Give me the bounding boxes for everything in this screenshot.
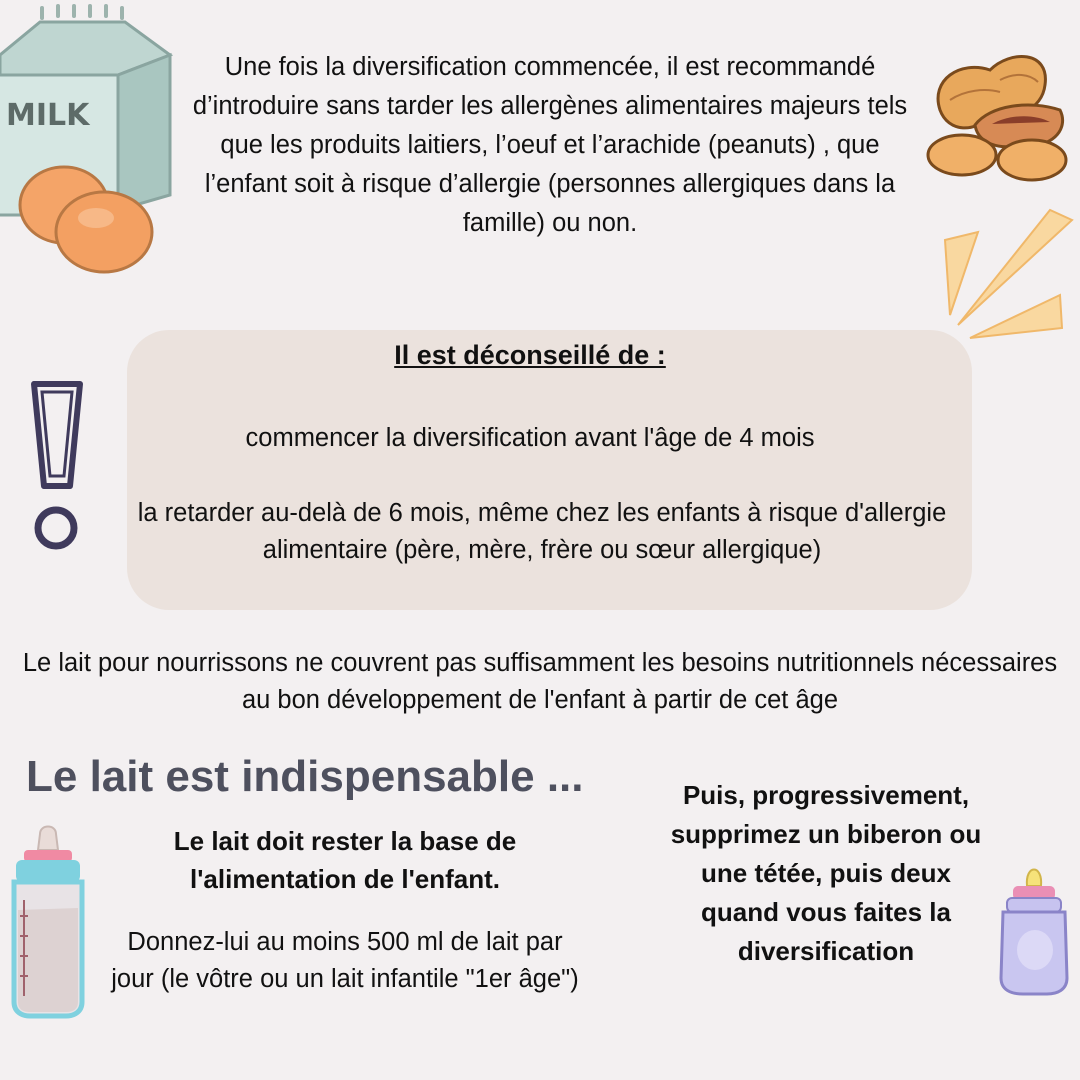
warning-title: Il est déconseillé de : [394, 340, 666, 370]
dose-text: Donnez-lui au moins 500 ml de lait par jour (le vôtre ou un lait infantile "1er âge") [111, 928, 579, 993]
milk-note-paragraph: Le lait pour nourrissons ne couvrent pas suffisamment les besoins nutritionnels nécessaires au bon développement de l'enfant à partir de cet âge [22, 649, 1058, 714]
warning-item-1: commencer la diversification avant l'âge de 4 mois [245, 424, 815, 452]
peanuts-illustration [920, 40, 1080, 190]
milk-label: MILK [6, 98, 90, 133]
progressive-tip-text: Puis, progressivement, supprimez un biberon ou une tétée, puis deux quand vous faites la diversification [670, 780, 982, 966]
warning-item-2: la retarder au-delà de 6 mois, même chez les enfants à risque d'allergie alimentaire (père, mère, frère ou sœur allergique) [137, 499, 947, 564]
milk-carton-eggs-illustration [0, 0, 180, 280]
peanut-icon [928, 56, 1066, 180]
baby-bottle-icon [6, 820, 90, 1020]
burst-rays-decoration [930, 200, 1080, 350]
headline: Le lait est indispensable ... [26, 752, 584, 801]
baby-bottle-purple-icon [995, 858, 1075, 998]
intro-paragraph: Une fois la diversification commencée, il est recommandé d’introduire sans tarder les allergènes alimentaires majeurs tels que les produits laitiers, l’oeuf et l’arachide (peanuts) , que l’enfant soit à risque d’allergie (personnes allergiques dans la famille) ou non. [192, 53, 908, 237]
exclamation-icon [28, 378, 88, 558]
milk-base-text: Le lait doit rester la base de l'alimentation de l'enfant. [173, 826, 517, 894]
